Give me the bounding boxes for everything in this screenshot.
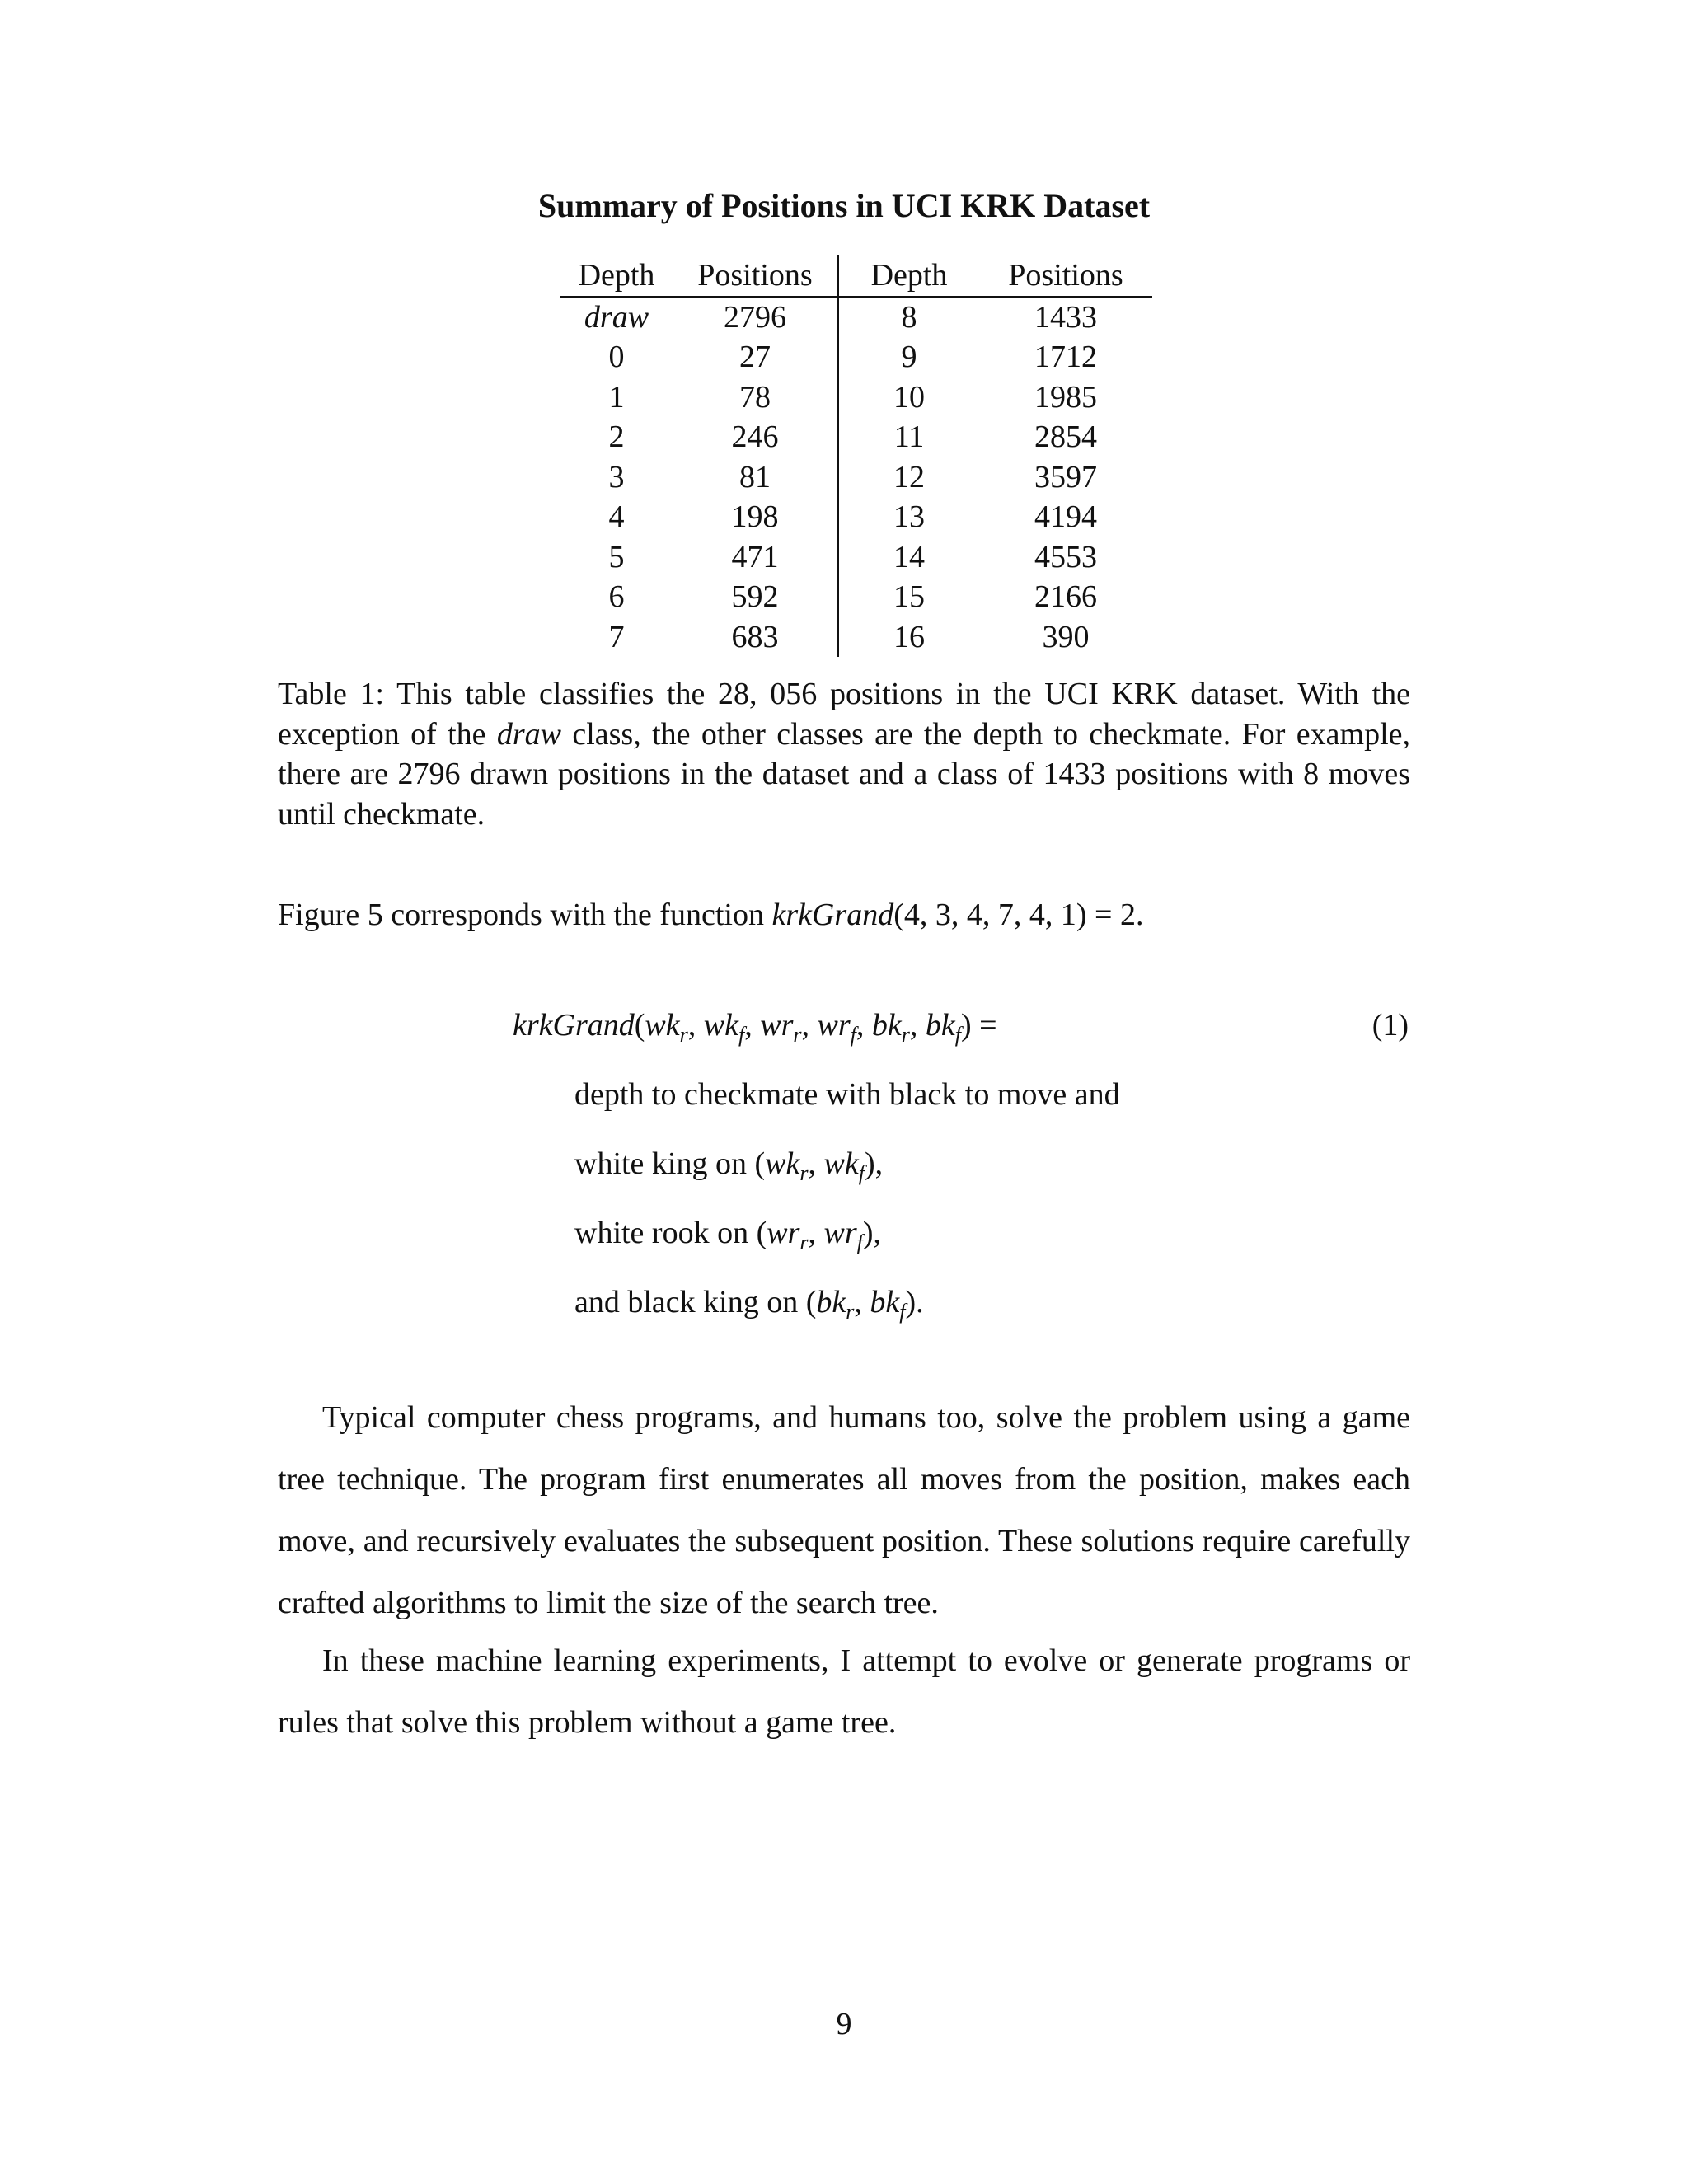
variable-base: wr — [767, 1216, 800, 1250]
table-row — [560, 617, 1152, 658]
variable-base: bk — [925, 1008, 955, 1043]
sentence-text: Figure 5 corresponds with the function — [278, 898, 772, 932]
positions-cell: 246 — [731, 419, 779, 455]
depth-cell: 1 — [608, 379, 625, 415]
variable-subscript: r — [901, 1023, 910, 1047]
variable-subscript: f — [738, 1023, 745, 1047]
equation-variable — [816, 1285, 855, 1324]
coordinate-pair: ($bk_r$, $bk_f$) — [805, 1285, 917, 1324]
figure-reference-sentence — [278, 897, 1143, 933]
krk-summary-table — [560, 255, 1152, 657]
equation-line-text: , — [873, 1216, 882, 1250]
depth-cell: 10 — [838, 377, 979, 418]
positions-cell: 1985 — [1034, 379, 1097, 415]
equation-line-text: . — [916, 1285, 924, 1319]
table-row — [560, 337, 1152, 377]
table-row — [560, 457, 1152, 498]
depth-cell: 3 — [608, 459, 625, 494]
positions-cell: 3597 — [1034, 459, 1097, 494]
variable-subscript: f — [858, 1161, 865, 1185]
positions-cell: 27 — [739, 340, 771, 375]
positions-cell: 81 — [739, 459, 771, 494]
equation-line-text: , — [874, 1146, 884, 1181]
equation-variable — [925, 1008, 961, 1047]
depth-cell: 15 — [838, 577, 979, 617]
equation-line-text: depth to checkmate with black to move and — [574, 1077, 1120, 1112]
depth-cell: 6 — [608, 579, 625, 615]
function-arguments: (4, 3, 4, 7, 4, 1) = 2. — [893, 898, 1144, 932]
equation-line — [574, 1076, 1120, 1113]
variable-subscript: r — [679, 1023, 688, 1047]
caption-text: Table 1: This table classifies the 28, 056 positions in the UCI KRK dataset. With the exception of the — [278, 677, 1410, 752]
equation-variable — [870, 1285, 906, 1324]
depth-cell: 13 — [838, 497, 979, 537]
variable-base: bk — [871, 1008, 902, 1043]
depth-cell: 5 — [608, 539, 625, 574]
table-row — [560, 537, 1152, 578]
positions-cell: 1712 — [1034, 340, 1097, 375]
positions-cell: 592 — [731, 579, 779, 615]
caption-draw-term: draw — [496, 716, 561, 752]
body-paragraph: In these machine learning experiments, I attempt to evolve or generate programs or rules that solve this problem without a game tree. — [278, 1643, 1410, 1740]
depth-cell: 8 — [838, 297, 979, 338]
table-row — [560, 417, 1152, 457]
page-number: 9 — [836, 2007, 852, 2041]
table-row — [560, 497, 1152, 537]
depth-cell: 9 — [838, 337, 979, 377]
coordinate-pair: ($wr_r$, $wr_f$) — [756, 1216, 874, 1254]
variable-subscript: f — [899, 1300, 906, 1324]
positions-cell: 198 — [731, 499, 779, 535]
positions-cell: 390 — [1042, 619, 1090, 654]
equation-variable — [760, 1008, 802, 1047]
equation-function: krkGrand — [513, 1008, 635, 1043]
depth-cell: 11 — [838, 417, 979, 457]
equation-line — [574, 1146, 884, 1185]
equation-header — [513, 1007, 997, 1047]
header-depth: Depth — [838, 255, 979, 297]
equation-variable — [817, 1008, 856, 1047]
caption-text: class, the other classes are the depth to checkmate. For example, there are 2796 drawn positions in the dataset and a class of 1433 positions with 8 moves until checkmate. — [278, 716, 1410, 832]
equation-variable — [823, 1146, 865, 1185]
body-paragraph: Typical computer chess programs, and humans too, solve the problem using a game tree technique. The program first enumerates all moves from the position, makes each move, and recursively evaluates the subsequent position. These solutions require carefully crafted algorithms to limit the size of the search tree. — [278, 1400, 1410, 1620]
variable-subscript: r — [846, 1300, 855, 1324]
variable-base: wk — [765, 1146, 800, 1181]
depth-cell: 2 — [608, 419, 625, 455]
positions-cell: 2166 — [1034, 579, 1097, 615]
equation-line — [574, 1284, 924, 1324]
variable-subscript: r — [799, 1161, 809, 1185]
table-row — [560, 377, 1152, 418]
variable-base: wk — [645, 1008, 680, 1043]
equation-variable — [765, 1146, 809, 1185]
equation-arguments: $wk_r$, $wk_f$, $wr_r$, $wr_f$, $bk_r$, $bk_f$ — [645, 1008, 961, 1047]
equation-variable — [703, 1008, 745, 1047]
equation-close: ) = — [960, 1008, 997, 1043]
positions-cell: 471 — [731, 539, 779, 574]
depth-cell: 12 — [838, 457, 979, 498]
positions-cell: 4194 — [1034, 499, 1097, 535]
depth-cell: draw — [584, 299, 649, 335]
coordinate-pair: ($wk_r$, $wk_f$) — [754, 1146, 875, 1185]
depth-cell: 7 — [608, 619, 625, 654]
variable-base: wk — [823, 1146, 859, 1181]
table-title: Summary of Positions in UCI KRK Dataset — [537, 187, 1151, 224]
table-row — [560, 297, 1152, 338]
header-depth: Depth — [560, 255, 673, 297]
variable-subscript: f — [954, 1023, 961, 1047]
equation-variable — [645, 1008, 688, 1047]
table-caption — [278, 674, 1410, 834]
variable-base: wr — [760, 1008, 794, 1043]
equation-line-text: white king on — [574, 1146, 755, 1181]
equation-line — [574, 1215, 882, 1254]
depth-cell: 16 — [838, 617, 979, 658]
depth-cell: 0 — [608, 340, 625, 375]
variable-base: bk — [870, 1285, 900, 1319]
variable-subscript: f — [856, 1230, 863, 1254]
positions-cell: 683 — [731, 619, 779, 654]
positions-cell: 2854 — [1034, 419, 1097, 455]
equation-variable — [871, 1008, 910, 1047]
positions-cell: 2796 — [724, 299, 786, 335]
variable-base: wr — [817, 1008, 851, 1043]
function-name: krkGrand — [771, 898, 894, 932]
positions-cell: 1433 — [1034, 299, 1097, 335]
equation-line-text: and black king on — [574, 1285, 806, 1319]
equation-number: (1) — [1372, 1008, 1409, 1043]
equation-variable — [767, 1216, 809, 1254]
variable-base: wr — [823, 1216, 857, 1250]
header-positions: Positions — [673, 255, 838, 297]
depth-cell: 4 — [608, 499, 625, 535]
depth-cell: 14 — [838, 537, 979, 578]
variable-base: wk — [703, 1008, 738, 1043]
equation-open: ( — [634, 1008, 645, 1043]
header-positions: Positions — [979, 255, 1152, 297]
equation-line-text: white rook on — [574, 1216, 757, 1250]
variable-subscript: f — [850, 1023, 856, 1047]
equation-variable — [823, 1216, 863, 1254]
variable-subscript: r — [799, 1230, 809, 1254]
positions-cell: 4553 — [1034, 539, 1097, 574]
table-header-row — [560, 255, 1152, 297]
table-row — [560, 577, 1152, 617]
variable-subscript: r — [793, 1023, 802, 1047]
variable-base: bk — [816, 1285, 846, 1319]
positions-cell: 78 — [739, 379, 771, 415]
